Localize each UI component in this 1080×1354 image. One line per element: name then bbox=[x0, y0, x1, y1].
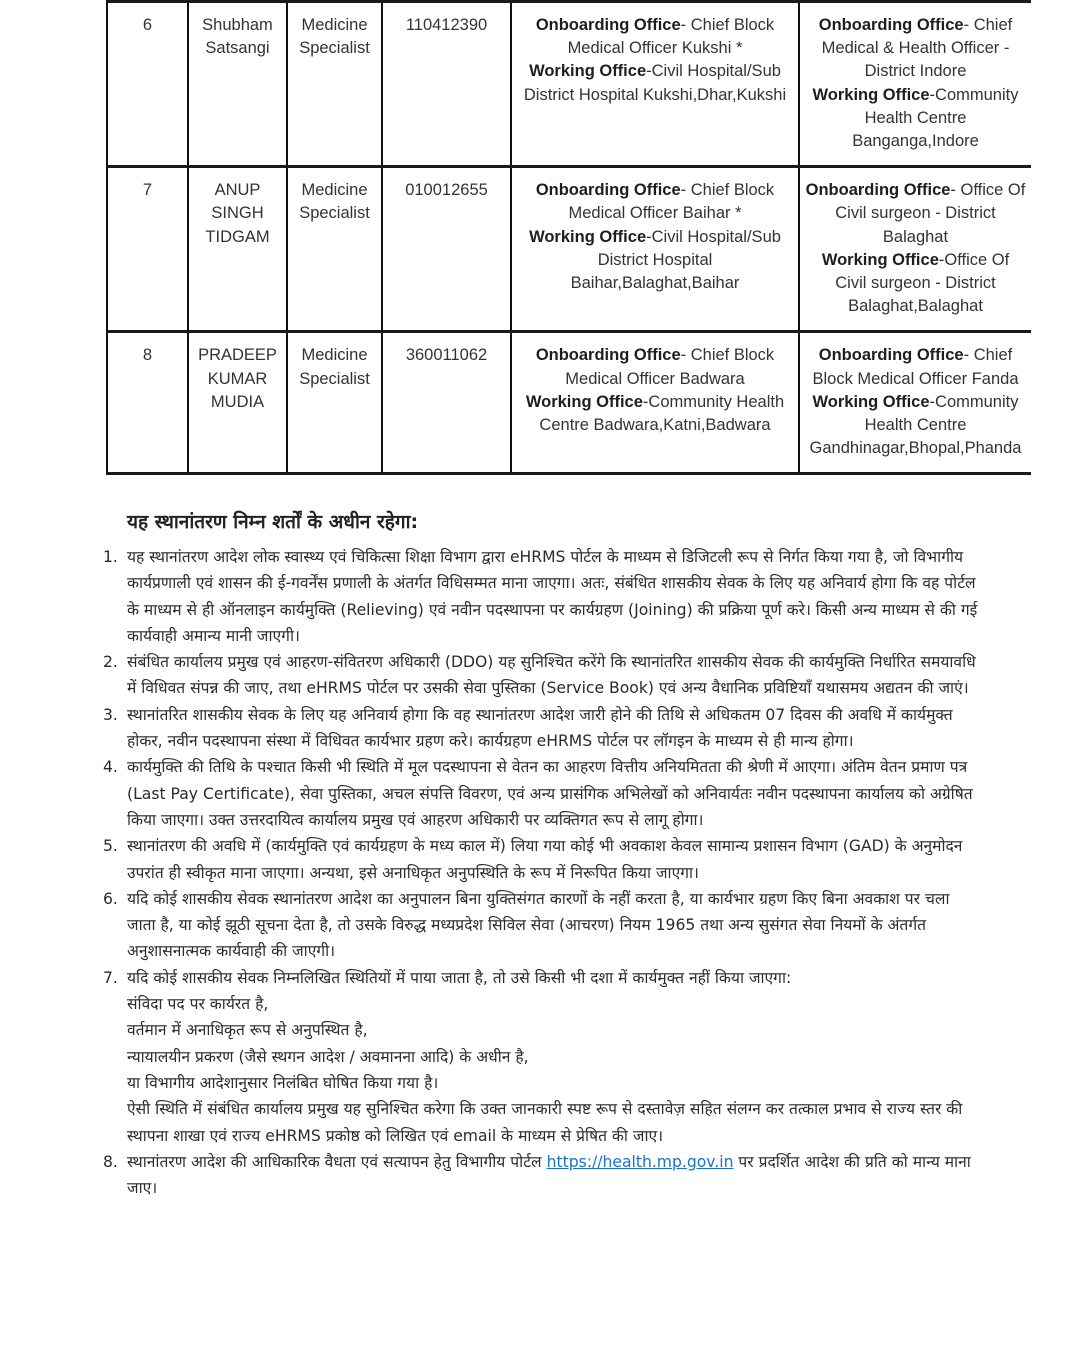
transfer-conditions bbox=[100, 508, 980, 1201]
employee-name: ANUP SINGH TIDGAM bbox=[188, 167, 287, 332]
health-portal-link[interactable]: https://health.mp.gov.in bbox=[546, 1152, 734, 1171]
item-number: 2. bbox=[103, 653, 118, 672]
table-row bbox=[107, 167, 1031, 332]
working-value: -Community Health Centre Badwara,Katni,Badwara bbox=[539, 392, 785, 435]
condition-text: संबंधित कार्यालय प्रमुख एवं आहरण-संवितरण अधिकारी (DDO) यह सुनिश्चित करेंगे कि स्थानांतरित शासकीय सेवक की कार्यमुक्ति निर्धारित समयावधि में विधिवत संपन्न की जाए, तथा eHRMS पोर्टल पर उसकी सेवा पुस्तिका (Service Book) एवं अन्य वैधानिक प्रविष्टियाँ यथासमय अद्यतन की जाएं। bbox=[127, 653, 976, 698]
condition-item bbox=[103, 886, 980, 965]
onboarding-value: - Chief Block Medical Officer Badwara bbox=[565, 346, 775, 388]
table-row bbox=[107, 332, 1031, 474]
condition-text: स्थानांतरण आदेश की आधिकारिक वैधता एवं सत्यापन हेतु विभागीय पोर्टल bbox=[127, 1152, 547, 1171]
onboarding-value: - Chief Block Medical Officer Kukshi * bbox=[567, 16, 775, 58]
condition-item bbox=[103, 833, 980, 886]
serial-number: 7 bbox=[107, 167, 188, 332]
employee-name: Shubham Satsangi bbox=[188, 2, 287, 167]
to-office bbox=[799, 332, 1031, 474]
onboarding-label: Onboarding Office bbox=[535, 181, 681, 200]
onboarding-value: - Office Of Civil surgeon - District Balaghat bbox=[835, 181, 1026, 246]
item-number: 8. bbox=[103, 1152, 118, 1171]
working-value: -Office Of Civil surgeon - District Balaghat,Balaghat bbox=[835, 250, 1010, 316]
condition-sub-line: या विभागीय आदेशानुसार निलंबित घोषित किया गया है। bbox=[127, 1073, 439, 1092]
working-value: -Community Health Centre Gandhinagar,Bhopal,Phanda bbox=[809, 392, 1022, 458]
from-office bbox=[511, 167, 799, 332]
employee-code: 110412390 bbox=[382, 2, 511, 167]
item-number: 7. bbox=[103, 968, 118, 987]
condition-text: कार्यमुक्ति की तिथि के पश्चात किसी भी स्थिति में मूल पदस्थापना से वेतन का आहरण वित्तीय अनियमितता की श्रेणी में आएगा। अंतिम वेतन प्रमाण पत्र (Last Pay Certificate), सेवा पुस्तिका, अचल संपत्ति विवरण, एवं अन्य प्रासंगिक अभिलेखों को अनिवार्यतः नवीन पदस्थापना कार्यालय को अग्रेषित किया जाएगा। उक्त उत्तरदायित्व कार्यालय प्रमुख एवं आहरण अधिकारी पर व्यक्तिगत रूप से लागू होगा। bbox=[127, 758, 973, 829]
to-office bbox=[799, 2, 1031, 167]
employee-code: 010012655 bbox=[382, 167, 511, 332]
working-label: Working Office bbox=[812, 85, 930, 104]
item-number: 3. bbox=[103, 705, 118, 724]
onboarding-label: Onboarding Office bbox=[535, 16, 681, 34]
onboarding-label: Onboarding Office bbox=[818, 16, 964, 34]
from-office bbox=[511, 332, 799, 474]
onboarding-value: - Chief Block Medical Officer Baihar * bbox=[568, 181, 775, 223]
item-number: 6. bbox=[103, 889, 118, 908]
item-number: 4. bbox=[103, 758, 118, 777]
condition-item bbox=[103, 649, 980, 702]
working-value: -Civil Hospital/Sub District Hospital Baihar,Balaghat,Baihar bbox=[570, 227, 781, 293]
condition-text: यह स्थानांतरण आदेश लोक स्वास्थ्य एवं चिकित्सा शिक्षा विभाग द्वारा eHRMS पोर्टल के माध्यम से डिजिटली रूप से निर्गत किया गया है, जो विभागीय कार्यप्रणाली एवं शासन की ई-गवर्नेंस प्रणाली के अंतर्गत विधिसम्मत माना जाएगा। अतः, संबंधित शासकीय सेवक के लिए यह अनिवार्य होगा कि वह पोर्टल के माध्यम से ही ऑनलाइन कार्यमुक्ति (Relieving) एवं नवीन पदस्थापना पर कार्यग्रहण (Joining) की प्रक्रिया पूर्ण करे। किसी अन्य माध्यम से की गई कार्यवाही अमान्य मानी जाएगी। bbox=[127, 548, 978, 645]
working-value: -Community Health Centre Banganga,Indore bbox=[852, 85, 1019, 151]
onboarding-label: Onboarding Office bbox=[818, 346, 964, 365]
serial-number: 6 bbox=[107, 2, 188, 167]
condition-item bbox=[103, 754, 980, 833]
table-row bbox=[107, 2, 1031, 167]
condition-text: यदि कोई शासकीय सेवक निम्नलिखित स्थितियों में पाया जाता है, तो उसे किसी भी दशा में कार्यमुक्त नहीं किया जाएगा: bbox=[127, 968, 792, 987]
conditions-list bbox=[100, 544, 980, 1201]
from-office bbox=[511, 2, 799, 167]
working-value: -Civil Hospital/Sub District Hospital Kukshi,Dhar,Kukshi bbox=[523, 62, 787, 104]
condition-text: पर प्रदर्शित आदेश की प्रति को मान्य माना जाए। bbox=[127, 1152, 971, 1198]
conditions-title: यह स्थानांतरण निम्न शर्तों के अधीन रहेगा: bbox=[127, 511, 419, 533]
onboarding-value: - Chief Block Medical Officer Fanda bbox=[812, 346, 1019, 388]
transfer-table bbox=[106, 0, 1030, 475]
condition-sub-line: संविदा पद पर कार्यरत है, bbox=[127, 995, 269, 1014]
onboarding-label: Onboarding Office bbox=[805, 181, 951, 200]
working-label: Working Office bbox=[529, 62, 647, 81]
onboarding-value: - Chief Medical & Health Officer - District Indore bbox=[821, 16, 1013, 81]
designation: Medicine Specialist bbox=[287, 167, 382, 332]
working-label: Working Office bbox=[821, 250, 939, 269]
working-label: Working Office bbox=[525, 392, 643, 411]
serial-number: 8 bbox=[107, 332, 188, 474]
condition-sub-line: न्यायालयीन प्रकरण (जैसे स्थगन आदेश / अवमानना आदि) के अधीन है, bbox=[127, 1047, 529, 1066]
working-label: Working Office bbox=[812, 392, 930, 411]
designation: Medicine Specialist bbox=[287, 332, 382, 474]
designation: Medicine Specialist bbox=[287, 2, 382, 167]
item-number: 1. bbox=[103, 548, 118, 566]
employee-name: PRADEEP KUMAR MUDIA bbox=[188, 332, 287, 474]
condition-sub-line: ऐसी स्थिति में संबंधित कार्यालय प्रमुख यह सुनिश्चित करेगा कि उक्त जानकारी स्पष्ट रूप से दस्तावेज़ सहित संलग्न कर तत्काल प्रभाव से राज्य स्तर की स्थापना शाखा एवं राज्य eHRMS प्रकोष्ठ को लिखित एवं email के माध्यम से प्रेषित की जाए। bbox=[127, 1100, 963, 1145]
condition-text: स्थानांतरित शासकीय सेवक के लिए यह अनिवार्य होगा कि वह स्थानांतरण आदेश जारी होने की तिथि से अधिकतम 07 दिवस की अवधि में कार्यमुक्त होकर, नवीन पदस्थापना संस्था में विधिवत कार्यभार ग्रहण करे। कार्यग्रहण eHRMS पोर्टल पर लॉगइन के माध्यम से ही मान्य होगा। bbox=[127, 705, 953, 751]
condition-item bbox=[103, 544, 980, 649]
item-number: 5. bbox=[103, 837, 118, 856]
working-label: Working Office bbox=[529, 227, 647, 246]
onboarding-label: Onboarding Office bbox=[535, 346, 681, 365]
condition-text: स्थानांतरण की अवधि में (कार्यमुक्ति एवं कार्यग्रहण के मध्य काल में) लिया गया कोई भी अवकाश केवल सामान्य प्रशासन विभाग (GAD) के अनुमोदन उपरांत ही स्वीकृत माना जाएगा। अन्यथा, इसे अनाधिकृत अनुपस्थिति के रूप में निरूपित किया जाएगा। bbox=[127, 837, 963, 882]
condition-text: यदि कोई शासकीय सेवक स्थानांतरण आदेश का अनुपालन बिना युक्तिसंगत कारणों के नहीं करता है, या कार्यभार ग्रहण किए बिना अवकाश पर चला जाता है, या कोई झूठी सूचना देता है, तो उसके विरुद्ध मध्यप्रदेश सिविल सेवा (आचरण) नियम 1965 तथा अन्य सुसंगत सेवा नियमों के अंतर्गत अनुशासनात्मक कार्यवाही की जाएगी। bbox=[127, 889, 950, 961]
condition-item bbox=[103, 702, 980, 755]
employee-code: 360011062 bbox=[382, 332, 511, 474]
condition-item bbox=[103, 965, 980, 1149]
to-office bbox=[799, 167, 1031, 332]
condition-item bbox=[103, 1149, 980, 1202]
condition-sub-line: वर्तमान में अनाधिकृत रूप से अनुपस्थित है, bbox=[127, 1021, 368, 1040]
table-row-partial bbox=[107, 0, 1031, 2]
